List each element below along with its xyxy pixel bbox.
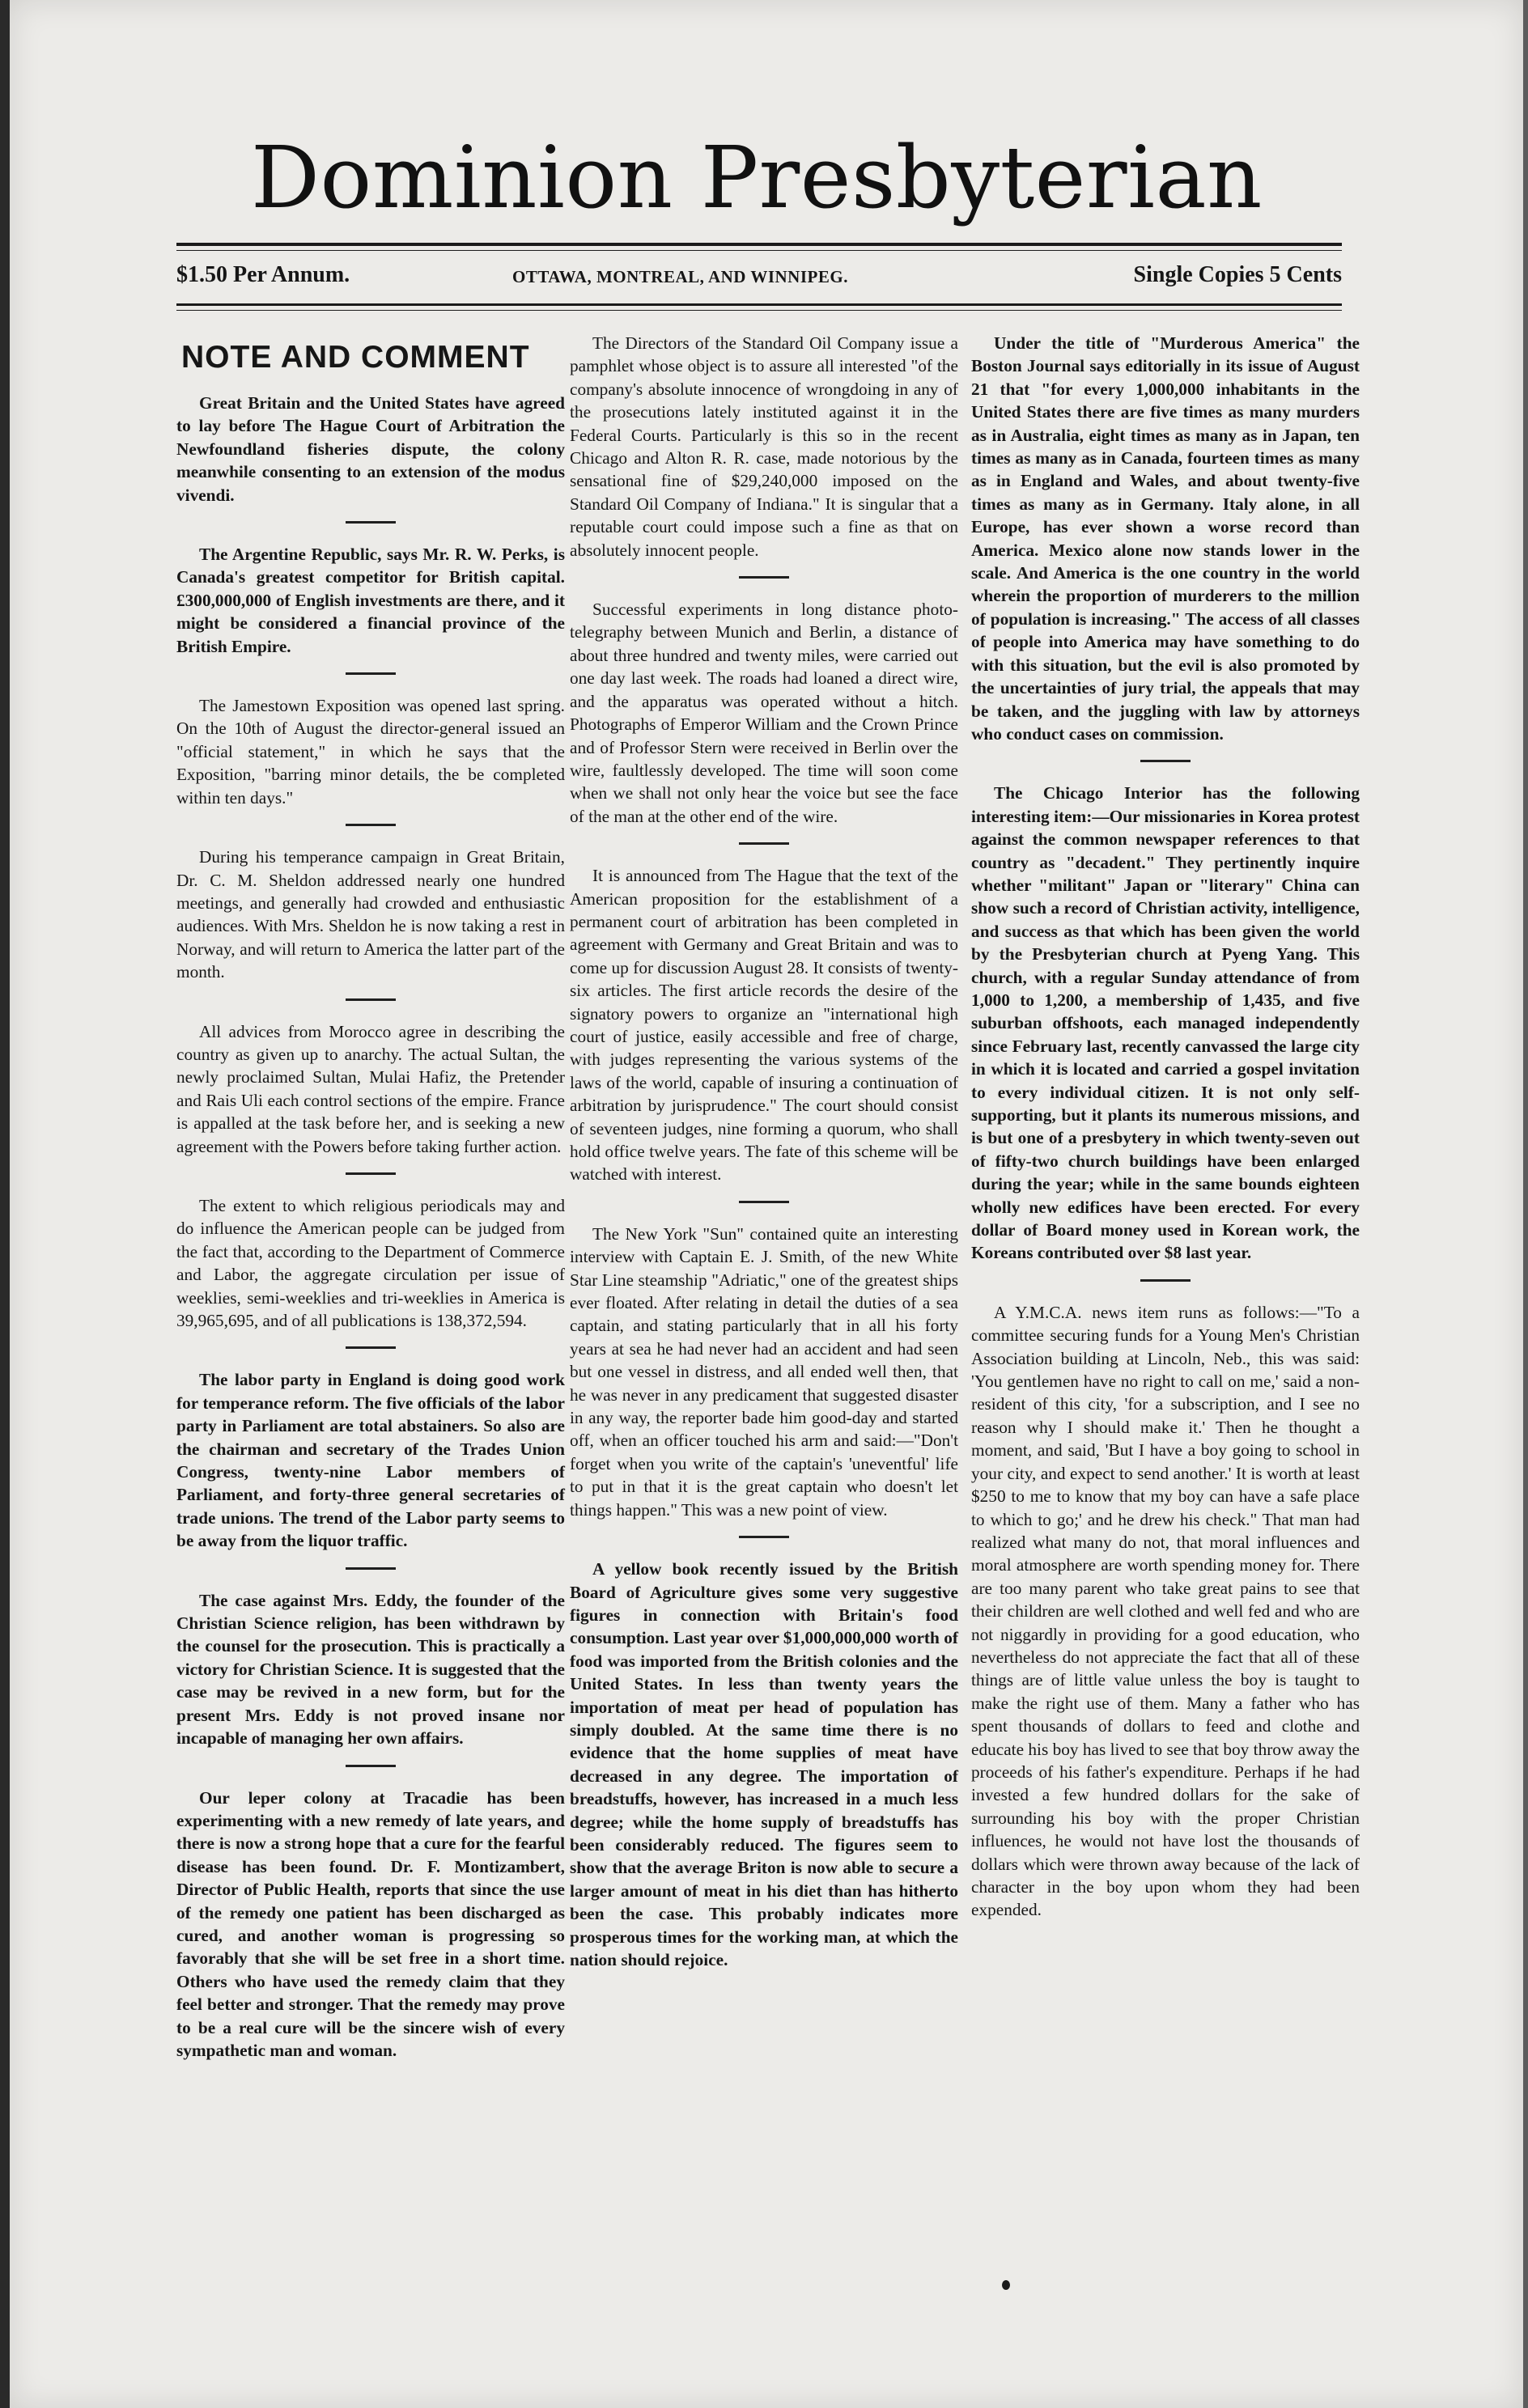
article-separator — [346, 1172, 396, 1175]
masthead-rule-thick — [176, 243, 1342, 246]
single-copy-price: Single Copies 5 Cents — [1133, 262, 1342, 287]
article-separator — [346, 998, 396, 1001]
article-paragraph: The Chicago Interior has the following interesting item:—Our missionaries in Korea protest against the common newspaper references to that country as "decadent." They pertinently inquire whether "militant" Japan or "literary" China can show such a record of Christian activity, intelligence, and success as that which has been given the world by the Presbyterian church at Pyeng Yang. This church, with a regular Sunday attendance of from 1,000 to 1,200, a membership of 1,435, and five suburban offshoots, each managed independently since February last, recently canvassed the large city in which it is located and carried a gospel invitation to every individual citizen. It is not only self-supporting, but it plants its numerous missions, and is but one of a presbytery in which twenty-seven out of fifty-two church buildings have been enlarged during the year; while in the same bounds eighteen wholly new edifices have been erected. For every dollar of Board money used in Korean work, the Koreans contributed over $8 last year. — [971, 783, 1360, 1263]
article-paragraph: The New York "Sun" contained quite an interesting interview with Captain E. J. Smith, of the new White Star Line steamship "Adriatic," one of the greatest ships ever floated. After relating in detail the duties of a sea captain, and stating particularly that in all his forty years at sea he had never had an accident and had seen but one vessel in distress, and all ended well then, that he was never in any predicament that suggested disaster in any way, the reporter bade him good-day and started off, when an officer touched his arm and said:—"Don't forget when you write of the captain's 'uneventful' life to put in that it is the great captain who doesn't let things happen." This was a new point of view. — [570, 1223, 958, 1520]
article-paragraph: All advices from Morocco agree in describing the country as given up to anarchy. The actual Sultan, the newly proclaimed Sultan, Mulai Hafiz, the Pretender and Rais Uli each control sections of the empire. France is appalled at the task before her, and is seeking a new agreement with the Powers before taking further action. — [176, 1021, 565, 1156]
article-paragraph: The extent to which religious periodicals may and do influence the American people can be judged from the fact that, according to the Department of Commerce and Labor, the aggregate circulation per issue of weeklies, semi-weeklies and tri-weeklies in America is 39,965,695, and of all publications is 138,372,594. — [176, 1195, 565, 1330]
article-paragraph: During his temperance campaign in Great Britain, Dr. C. M. Sheldon addressed nearly one hundred meetings, and generally had crowded and enthusiastic audiences. With Mrs. Sheldon he is now taking a rest in Norway, and will return to America the latter part of the month. — [176, 847, 565, 982]
article-paragraph: A Y.M.C.A. news item runs as follows:—"To a committee securing funds for a Young Men's Christian Association building at Lincoln, Neb., this was said: 'You gentlemen have no right to call on me,' said a non-resident of this city, 'for a subscription, and I see no reason why I should make it.' Then he thought a moment, and said, 'But I have a boy going to school in your city, and expect to send another.' It is worth at least $250 to me to know that my boy can have a safe place to which to go;' and he drew his check." That man had realized what many do not, that moral influences and moral atmosphere are worth spending money for. There are too many parent who take great pains to see that their children are well clothed and well fed and who are not niggardly in providing for a good education, who nevertheless do not appreciate the fact that all of these things are of little value unless the boy is taught to make the right use of them. Many a father who has spent thousands of dollars to feed and clothe and educate his boy has lived to see that boy throw away the proceeds of his father's expenditure. Perhaps if he had invested a few hundred dollars for the sake of surrounding his boy with the proper Christian influences, he would not have lost the thousands of dollars which were thrown away because of the lack of character in the boy upon whom they had been expended. — [971, 1302, 1360, 1920]
column-1 — [176, 332, 565, 2076]
article-separator — [739, 576, 789, 579]
article-paragraph: It is announced from The Hague that the text of the American proposition for the establishment of a permanent court of arbitration has been completed in agreement with Germany and Great Britain and was to come up for discussion August 28. It consists of twenty-six articles. The first article records the desire of the signatory powers to organize an "international high court of justice, easily accessible and free of charge, with judges representing the various systems of the laws of the world, capable of insuring a continuation of arbitration by jurisprudence." The court should consist of seventeen judges, nine forming a quorum, who shall hold office twelve years. The fate of this scheme will be watched with interest. — [570, 866, 958, 1185]
subline-rule-thin — [176, 310, 1342, 311]
article-separator — [346, 521, 396, 524]
article-separator — [739, 1201, 789, 1203]
article-paragraph: Our leper colony at Tracadie has been experimenting with a new remedy of late years, and there is now a strong hope that a cure for the fearful disease has been found. Dr. F. Montizambert, Director of Public Health, reports that since the use of the remedy one patient has been discharged as cured, and another woman is progressing so favorably that she will be set free in a short time. Others who have used the remedy claim that they feel better and stronger. That the remedy may prove to be a real cure will be the sincere wish of every sympathetic man and woman. — [176, 1787, 565, 2060]
article-separator — [1140, 760, 1191, 762]
column-3 — [971, 332, 1360, 1936]
article-paragraph: Under the title of "Murderous America" the Boston Journal says editorially in its issue of August 21 that "for every 1,000,000 inhabitants in the United States there are five times as many murders as in Australia, eight times as many as in Japan, ten times as many as in Canada, fourteen times as many as in England and Wales, and about twenty-five times as many as in Germany. Italy alone, in all Europe, has ever shown a worse record than America. Mexico alone now stands lower in the scale. And America is the one country in the world wherein the proportion of murderers to the million of population is increasing." The access of all classes of people into America may have something to do with this situation, but the evil is also promoted by the uncertainties of jury trial, the appeals that may be taken, and the juggling with law by attorneys who conduct cases on commission. — [971, 333, 1360, 744]
article-separator — [739, 842, 789, 845]
masthead-subline — [176, 257, 1342, 295]
column-2 — [570, 332, 958, 1986]
article-separator — [346, 1765, 396, 1767]
masthead-rule-thin — [176, 250, 1342, 251]
article-paragraph: The labor party in England is doing good work for temperance reform. The five officials of the labor party in Parliament are total abstainers. So also are the chairman and secretary of the Trades Union Congress, twenty-nine Labor members of Parliament, and forty-three general secretaries of trade unions. The trend of the Labor party seems to be away from the liquor traffic. — [176, 1370, 565, 1551]
article-separator — [346, 824, 396, 826]
article-paragraph: The Argentine Republic, says Mr. R. W. Perks, is Canada's greatest competitor for British capital. £300,000,000 of English investments are there, and it might be considered a financial province of the British Empire. — [176, 545, 565, 656]
ink-spot — [1002, 2280, 1010, 2290]
subline-rule-thick — [176, 303, 1342, 306]
publication-cities: OTTAWA, MONTREAL, AND WINNIPEG. — [512, 267, 848, 286]
article-separator — [346, 1567, 396, 1570]
article-paragraph: A yellow book recently issued by the British Board of Agriculture gives some very suggestive figures in connection with Britain's food consumption. Last year over $1,000,000,000 worth of food was imported from the British colonies and the United States. In less than twenty years the importation of meat per head of population has simply doubled. At the same time there is no evidence that the home supplies of meat have decreased in any degree. The importation of breadstuffs, however, has increased in a much less degree; while the home supply of breadstuffs has been considerably reduced. The figures seem to show that the average Briton is now able to secure a larger amount of meat in his diet than has hitherto been the case. This probably indicates more prosperous times for the working man, at which the nation should rejoice. — [570, 1559, 958, 1969]
subscription-price: $1.50 Per Annum. — [176, 262, 350, 287]
article-separator — [346, 672, 396, 675]
article-paragraph: The case against Mrs. Eddy, the founder of the Christian Science religion, has been withdrawn by the counsel for the prosecution. This is practically a victory for Christian Science. It is suggested that the case may be revived in a new form, but for the present Mrs. Eddy is not proved insane nor incapable of managing her own affairs. — [176, 1590, 565, 1749]
section-title: NOTE AND COMMENT — [181, 340, 530, 375]
article-separator — [346, 1346, 396, 1349]
article-paragraph: Successful experiments in long distance photo-telegraphy between Munich and Berlin, a distance of about three hundred and twenty miles, were carried out one day last week. The roads had loaned a direct wire, and the apparatus was operated without a hitch. Photographs of Emperor William and the Crown Prince and of Professor Stern were received in Berlin over the wire, faultlessly developed. The time will soon come when we shall not only hear the voice but see the face of the man at the other end of the wire. — [570, 600, 958, 826]
masthead-title: Dominion Presbyterian — [251, 128, 1263, 227]
article-separator — [739, 1536, 789, 1538]
page-edge — [0, 0, 10, 2408]
article-paragraph: The Jamestown Exposition was opened last spring. On the 10th of August the director-general issued an "official statement," in which he says that the Exposition, "barring minor details, the be completed within ten days." — [176, 696, 565, 808]
article-paragraph: The Directors of the Standard Oil Company issue a pamphlet whose object is to assure all interested "of the company's absolute innocence of wrongdoing in any of the prosecutions lately instituted against it in the Federal Courts. Particularly is this so in the recent Chicago and Alton R. R. case, made notorious by the sensational fine of $29,240,000 imposed on the Standard Oil Company of Indiana." It is singular that a reputable court could impose such a fine as that on absolutely innocent people. — [570, 333, 958, 560]
article-paragraph: Great Britain and the United States have agreed to lay before The Hague Court of Arbitration the Newfoundland fisheries dispute, the colony meanwhile consenting to an extension of the modus vivendi. — [176, 393, 565, 505]
article-separator — [1140, 1279, 1191, 1282]
